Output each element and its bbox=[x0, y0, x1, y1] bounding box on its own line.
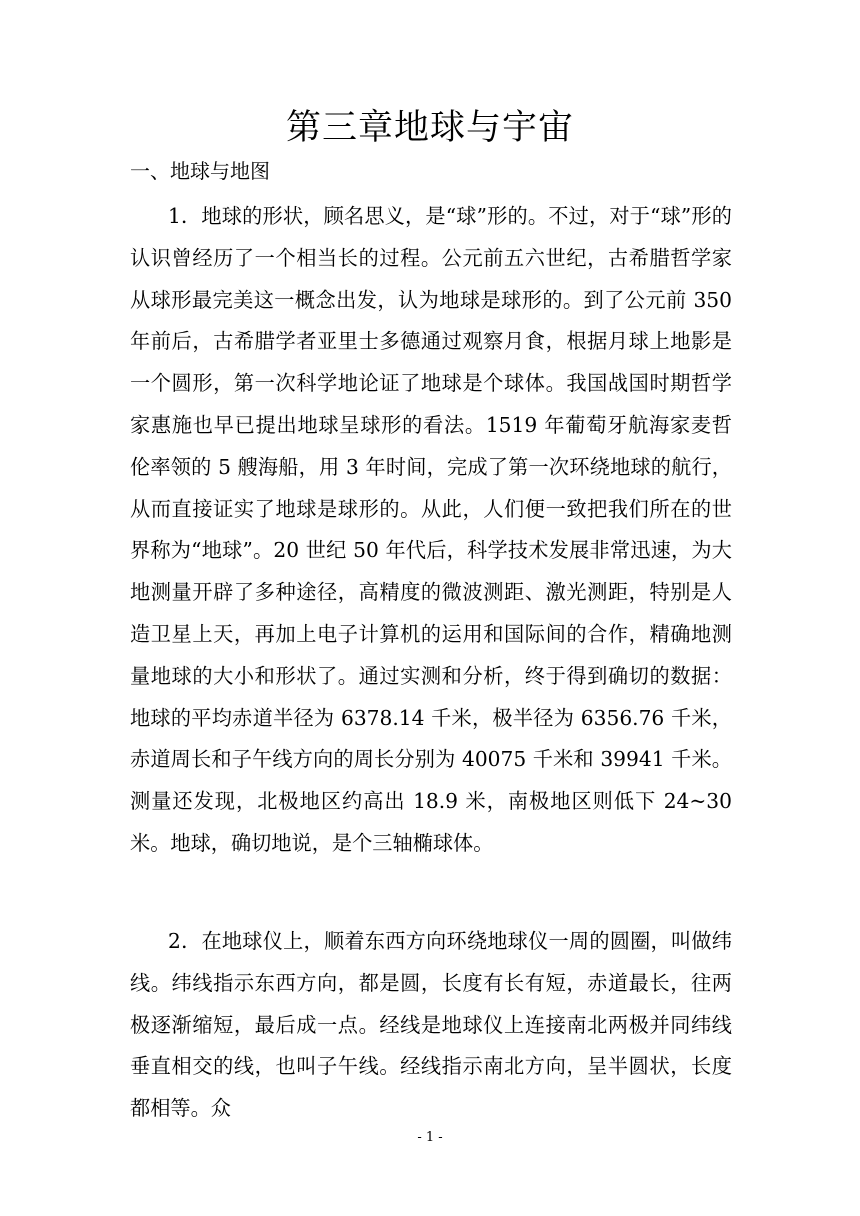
paragraph-text: 2．在地球仪上，顺着东西方向环绕地球仪一周的圆圈，叫做纬线。纬线指示东西方向，都是圆，长度有长有短，赤道最长，往两极逐渐缩短，最后成一点。经线是地球仪上连接南北两极并同纬线垂直相交的线，也叫子午线。经线指示南北方向，呈半圆状，长度都相等。众 bbox=[130, 929, 732, 1121]
paragraph-text: 1．地球的形状，顾名思义，是“球”形的。不过，对于“球”形的认识曾经历了一个相当长的过程。公元前五六世纪，古希腊哲学家从球形最完美这一概念出发，认为地球是球形的。到了公元前 350 年前后，古希腊学者亚里士多德通过观察月食，根据月球上地影是一个圆形，第一次科学地论证了地球是个球体。我国战国时期哲学家惠施也早已提出地球呈球形的看法。1519 年葡萄牙航海家麦哲伦率领的 5 艘海船，用 3 年时间，完成了第一次环绕地球的航行，从而直接证实了地球是球形的。从此，人们便一致把我们所在的世界称为“地球”。20 世纪 50 年代后，科学技术发展非常迅速，为大地测量开辟了多种途径，高精度的微波测距、激光测距，特别是人造卫星上天，再加上电子计算机的运用和国际间的合作，精确地测量地球的大小和形状了。通过实测和分析，终于得到确切的数据：地球的平均赤道半径为 6378.14 千米，极半径为 6356.76 千米，赤道周长和子午线方向的周长分别为 40075 千米和 39941 千米。测量还发现，北极地区约高出 18.9 米，南极地区则低下 24~30 米。地球，确切地说，是个三轴椭球体。 bbox=[130, 204, 732, 855]
paragraph-earth-shape bbox=[130, 196, 732, 865]
paragraph-latitude-longitude bbox=[130, 921, 732, 1130]
page-number: - 1 - bbox=[417, 1130, 443, 1145]
section-heading: 一、地球与地图 bbox=[130, 159, 270, 183]
chapter-title: 第三章地球与宇宙 bbox=[285, 108, 574, 148]
